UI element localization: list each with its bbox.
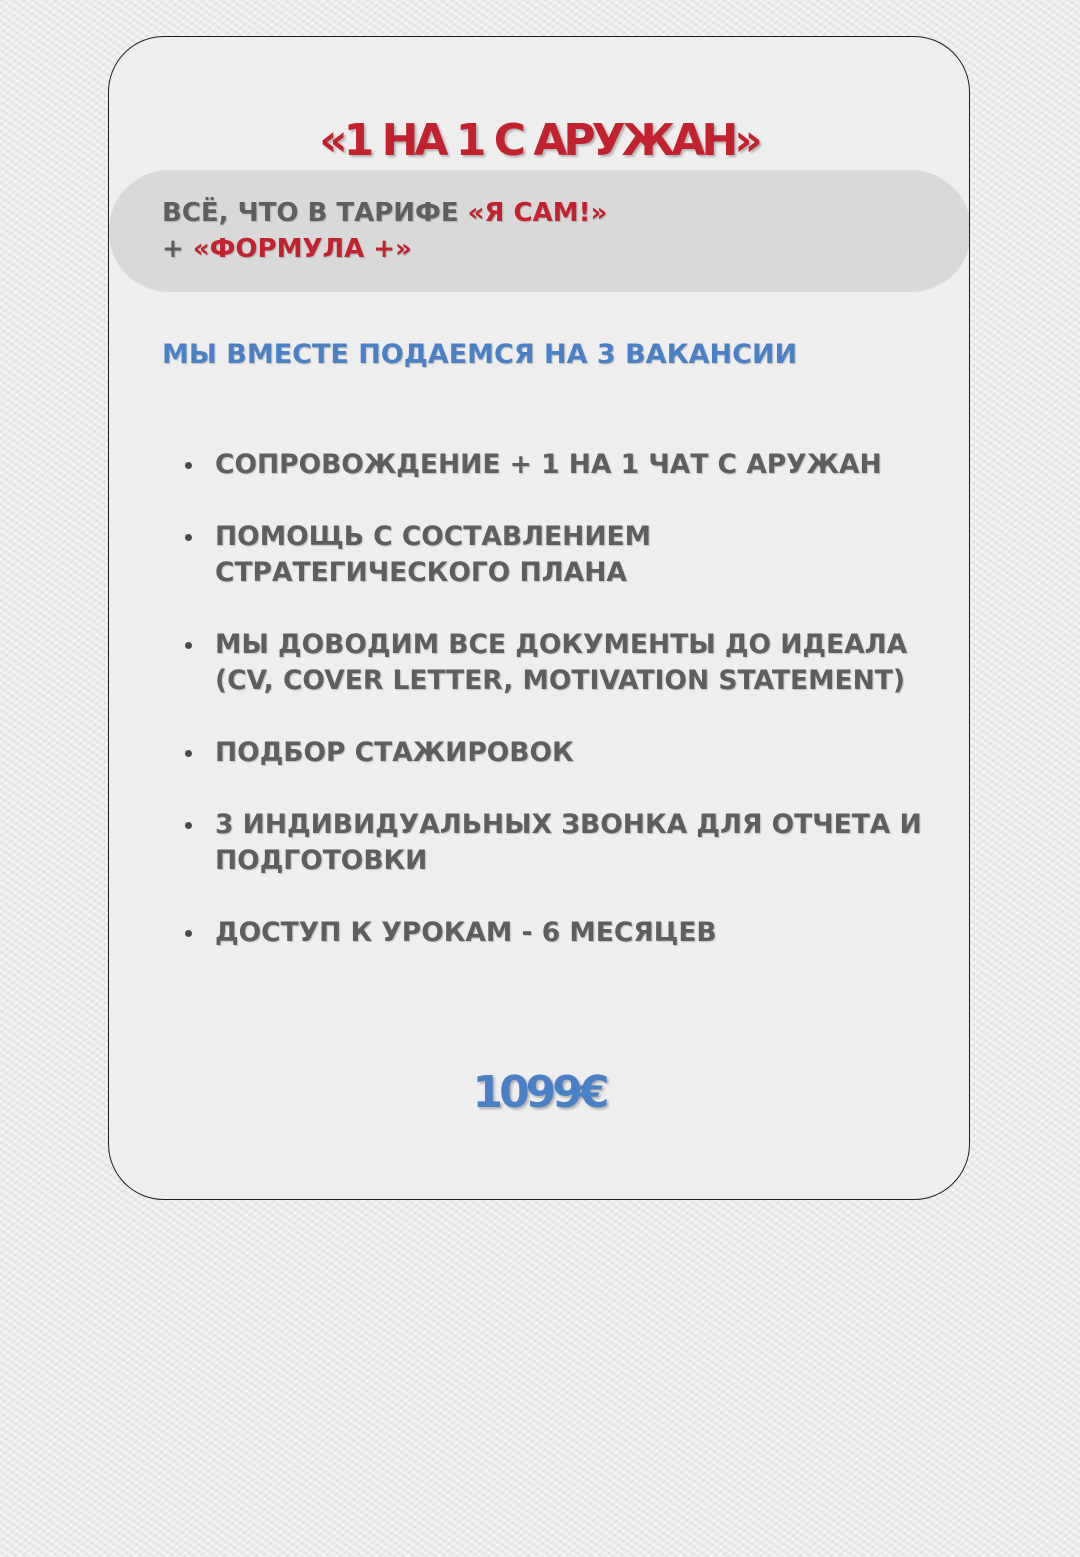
pricing-card: [108, 36, 970, 1200]
feature-item: [185, 735, 925, 771]
bullet-icon: [185, 930, 192, 937]
feature-item: [185, 915, 925, 951]
feature-item: [185, 519, 925, 591]
bullet-icon: [185, 750, 192, 757]
bullet-icon: [185, 642, 192, 649]
price: 1099€: [472, 1067, 606, 1118]
feature-text: ПОДБОР СТАЖИРОВОК: [215, 737, 574, 768]
feature-text: ПОМОЩЬ С СОСТАВЛЕНИЕМ СТРАТЕГИЧЕСКОГО ПЛАНА: [215, 521, 651, 588]
feature-text: 3 ИНДИВИДУАЛЬНЫХ ЗВОНКА ДЛЯ ОТЧЕТА И ПОДГОТОВКИ: [215, 809, 922, 876]
feature-item: [185, 627, 925, 699]
includes-plus: +: [162, 234, 193, 264]
feature-text: ДОСТУП К УРОКАМ - 6 МЕСЯЦЕВ: [215, 917, 717, 948]
formula-name: «ФОРМУЛА +»: [192, 234, 412, 264]
bullet-icon: [185, 822, 192, 829]
feature-text: СОПРОВОЖДЕНИЕ + 1 НА 1 ЧАТ С АРУЖАН: [215, 449, 882, 480]
feature-text: МЫ ДОВОДИМ ВСЕ ДОКУМЕНТЫ ДО ИДЕАЛА (CV, COVER LETTER, MOTIVATION STATEMENT): [215, 629, 908, 696]
includes-text: ВСЁ, ЧТО В ТАРИФЕ: [162, 198, 468, 228]
plan-subtitle: МЫ ВМЕСТЕ ПОДАЕМСЯ НА 3 ВАКАНСИИ: [162, 339, 798, 370]
feature-list: [185, 447, 925, 987]
feature-item: [185, 807, 925, 879]
bullet-icon: [185, 534, 192, 541]
plan-title: «1 НА 1 С АРУЖАН»: [319, 115, 759, 166]
tariff-name: «Я САМ!»: [467, 198, 608, 228]
bullet-icon: [185, 462, 192, 469]
feature-item: [185, 447, 925, 483]
includes-band: [109, 170, 970, 292]
